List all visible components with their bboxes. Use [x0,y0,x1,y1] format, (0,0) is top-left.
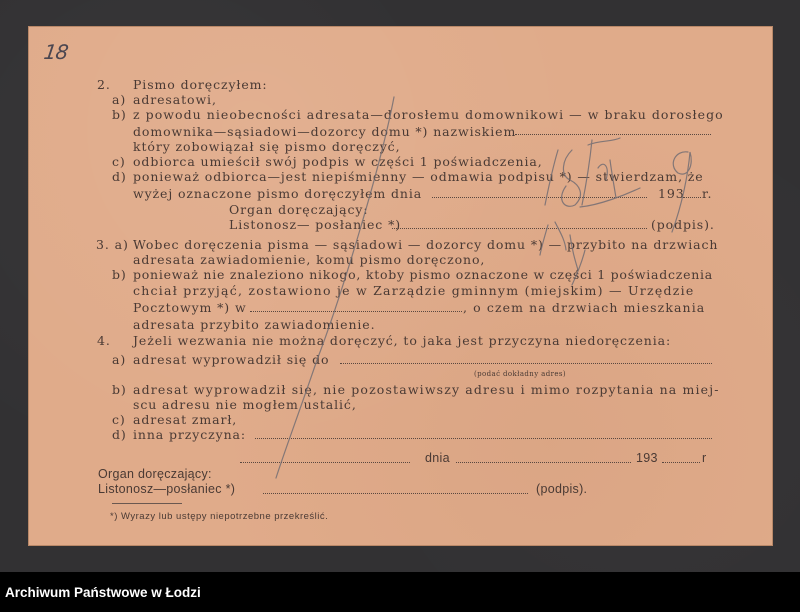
section4-year-suffix: r [702,451,707,465]
section3-b-line2: chciał przyjąć, zostawiono je w Zarządzie gminnym (miejskim) — Urzędzie [133,283,695,298]
surname-field [515,134,711,135]
section4-b-label: b) [112,382,127,397]
section2-year-prefix: 193 [658,186,685,201]
section2-d-line1: ponieważ odbiorca—jest niepiśmienny — odmawia podpisu *) — stwierdzam, że [133,169,704,184]
section4-year-field [662,462,700,463]
section4-a-label: a) [112,352,127,367]
footnote-divider [112,503,182,504]
section3-a-label: 3. a) [96,237,129,252]
section2-number: 2. [97,77,111,92]
section2-b-line1: z powodu nieobecności adresata—dorosłemu domownikowi — w braku dorosłego [133,107,724,122]
section2-b-line3: który zobowiązał się pismo doręczyć, [133,139,401,154]
section2-c-text: odbiorca umieścił swój podpis w części 1 poświadczenia, [133,154,543,169]
section3-b-label: b) [112,267,127,282]
section4-date-field [456,462,631,463]
new-address-field [340,363,712,364]
section3-b-line4: adresata przybito zawiadomienie. [133,317,376,332]
section4-d-text: inna przyczyna: [133,427,247,442]
section4-d-label: d) [112,427,127,442]
section2-heading: Pismo doręczyłem: [133,77,268,92]
post-office-location-field [250,311,462,312]
section4-organ-label: Organ doręczający: [98,467,212,481]
section4-b-line1: adresat wyprowadził się, nie pozostawiwszy adresu i mimo rozpytania na miej- [133,382,720,397]
section3-b-line3-prefix: Pocztowym *) w [133,300,247,315]
section2-b-line2: domownika—sąsiadowi—dozorcy domu *) nazwiskiem [133,124,517,139]
section2-d-line2: wyżej oznaczone pismo doręczyłem dnia [133,186,423,201]
section3-b-line1: ponieważ nie znaleziono nikogo, ktoby pismo oznaczone w części 1 poświadczenia [133,267,713,282]
section4-c-text: adresat zmarł, [133,412,238,427]
section3-a-line2: adresata zawiadomienie, komu pismo doręczono, [133,252,486,267]
place-field [240,462,410,463]
footnote: *) Wyrazy lub ustępy niepotrzebne przekreślić. [110,511,329,522]
new-address-hint: (podać dokładny adres) [474,370,567,378]
other-reason-field [255,438,712,439]
section4-number: 4. [97,333,111,348]
section2-signature-field [392,228,647,229]
section4-b-line2: scu adresu nie mogłem ustalić, [133,397,357,412]
caption-bar [0,572,800,612]
section2-year-suffix: r. [702,186,713,201]
section2-c-label: c) [112,154,126,169]
section3-b-line3-suffix: , o czem na drzwiach mieszkania [463,300,706,315]
section2-postman-label: Listonosz— posłaniec *) [229,217,402,232]
section2-a-text: adresatowi, [133,92,217,107]
section4-signature-field [263,493,528,494]
section4-year-prefix: 193 [636,451,658,465]
section3-a-line1: Wobec doręczenia pisma — sąsiadowi — dozorcy domu *) — przybito na drzwiach [133,237,719,252]
section4-date-label: dnia [425,451,450,465]
section4-signature-label: (podpis). [536,482,588,496]
section2-a-label: a) [112,92,127,107]
section4-a-text: adresat wyprowadził się do [133,352,330,367]
section2-organ-label: Organ doręczający: [229,202,369,217]
section2-year-field [683,197,701,198]
section4-heading: Jeżeli wezwania nie można doręczyć, to jaka jest przyczyna niedoręczenia: [133,333,672,348]
section2-signature-label: (podpis). [651,217,715,232]
handwritten-page-number: 18 [42,40,70,64]
section2-d-label: d) [112,169,127,184]
delivery-date-field [432,197,647,198]
archive-caption: Archiwum Państwowe w Łodzi [5,585,201,600]
section2-b-label: b) [112,107,127,122]
section4-postman-label: Listonosz—posłaniec *) [98,482,236,496]
section4-c-label: c) [112,412,126,427]
